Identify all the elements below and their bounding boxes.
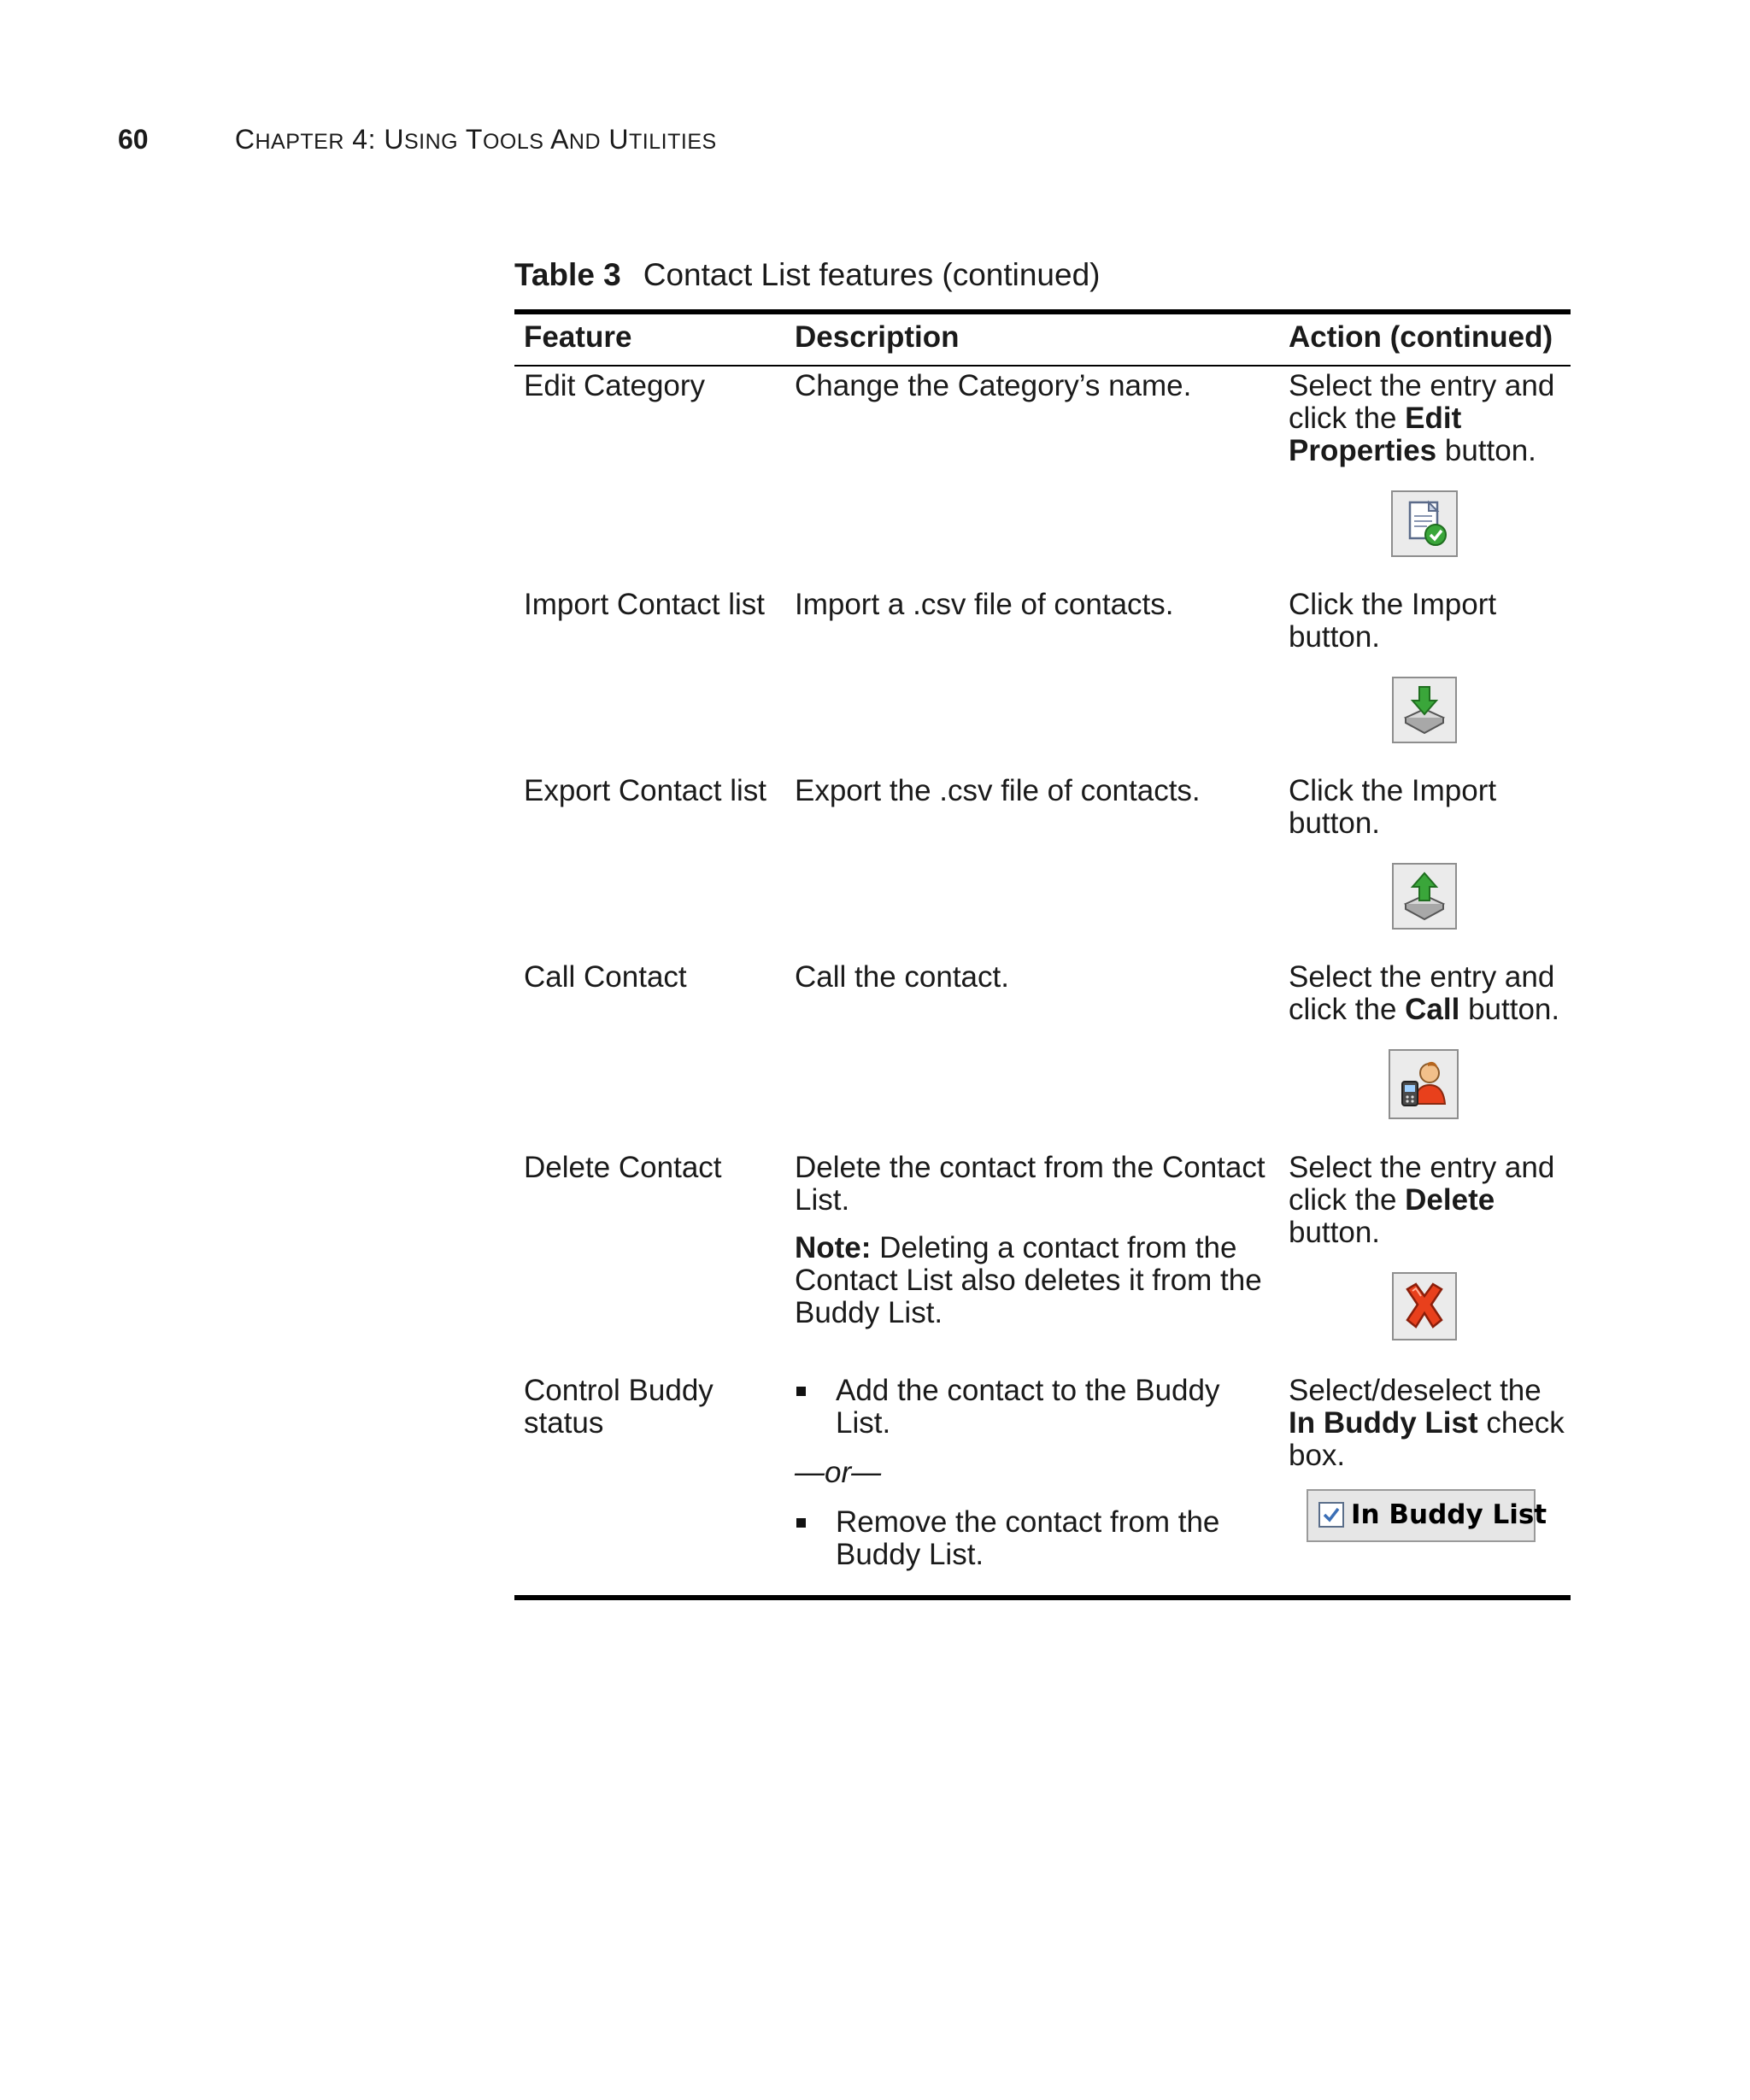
column-header-action: Action (continued) [1289, 320, 1553, 354]
or-separator: —or— [795, 1456, 882, 1489]
import-icon[interactable] [1392, 677, 1457, 743]
table-row [514, 775, 1571, 946]
description-text: Delete the contact from the Contact List. [795, 1151, 1266, 1217]
description-cell: Change the Category’s name. [795, 369, 1192, 402]
checkbox-label: In Buddy List [1351, 1499, 1547, 1530]
action-cell: Click the Import button. [1289, 774, 1497, 840]
bullet-icon [796, 1518, 806, 1528]
table-bottom-rule [514, 1595, 1571, 1600]
feature-cell: Call Contact [524, 960, 687, 994]
action-cell: Select the entry and click the Edit Properties button. [1289, 369, 1555, 467]
feature-cell: Control Buddy status [524, 1374, 714, 1440]
edit-properties-icon[interactable] [1391, 490, 1458, 557]
action-cell: Select the entry and click the Delete button. [1289, 1151, 1555, 1249]
feature-cell: Import Contact list [524, 588, 766, 621]
delete-icon[interactable] [1392, 1272, 1457, 1340]
table-top-rule [514, 309, 1571, 314]
table-caption-label: Table 3 [514, 257, 621, 292]
action-cell: Click the Import button. [1289, 588, 1497, 654]
list-item: Remove the contact from the Buddy List. [795, 1506, 1273, 1571]
description-cell [795, 1375, 1273, 1571]
description-cell: Export the .csv file of contacts. [795, 774, 1201, 807]
feature-cell: Delete Contact [524, 1151, 722, 1184]
description-cell: Call the contact. [795, 960, 1009, 994]
chapter-title: CHAPTER 4: USING TOOLS AND UTILITIES [234, 124, 717, 155]
column-header-description: Description [795, 320, 960, 354]
bullet-icon [796, 1387, 806, 1396]
feature-cell: Edit Category [524, 369, 706, 402]
table-header-rule [514, 365, 1571, 367]
action-cell: Select the entry and click the Call button. [1289, 960, 1560, 1026]
column-header-feature: Feature [524, 320, 632, 354]
action-cell: Select/deselect the In Buddy List check box. [1289, 1374, 1565, 1472]
table-row [514, 370, 1571, 566]
feature-cell: Export Contact list [524, 774, 766, 807]
table-caption-text: Contact List features (continued) [643, 257, 1101, 292]
table-row [514, 589, 1571, 760]
list-item: Add the contact to the Buddy List. [795, 1375, 1273, 1440]
in-buddy-list-checkbox[interactable] [1307, 1489, 1547, 1542]
running-header [118, 122, 717, 159]
table-caption [514, 256, 1100, 294]
table-row [514, 1152, 1571, 1357]
table-row [514, 961, 1571, 1132]
checkbox-checked-icon[interactable] [1318, 1502, 1344, 1528]
call-contact-icon[interactable] [1389, 1049, 1459, 1119]
description-cell: Import a .csv file of contacts. [795, 588, 1174, 621]
table-row [514, 1375, 1571, 1580]
note-text: Note: Deleting a contact from the Contact List also deletes it from the Buddy List. [795, 1231, 1262, 1329]
description-cell [795, 1152, 1273, 1329]
page-number: 60 [118, 124, 149, 155]
export-icon[interactable] [1392, 863, 1457, 930]
